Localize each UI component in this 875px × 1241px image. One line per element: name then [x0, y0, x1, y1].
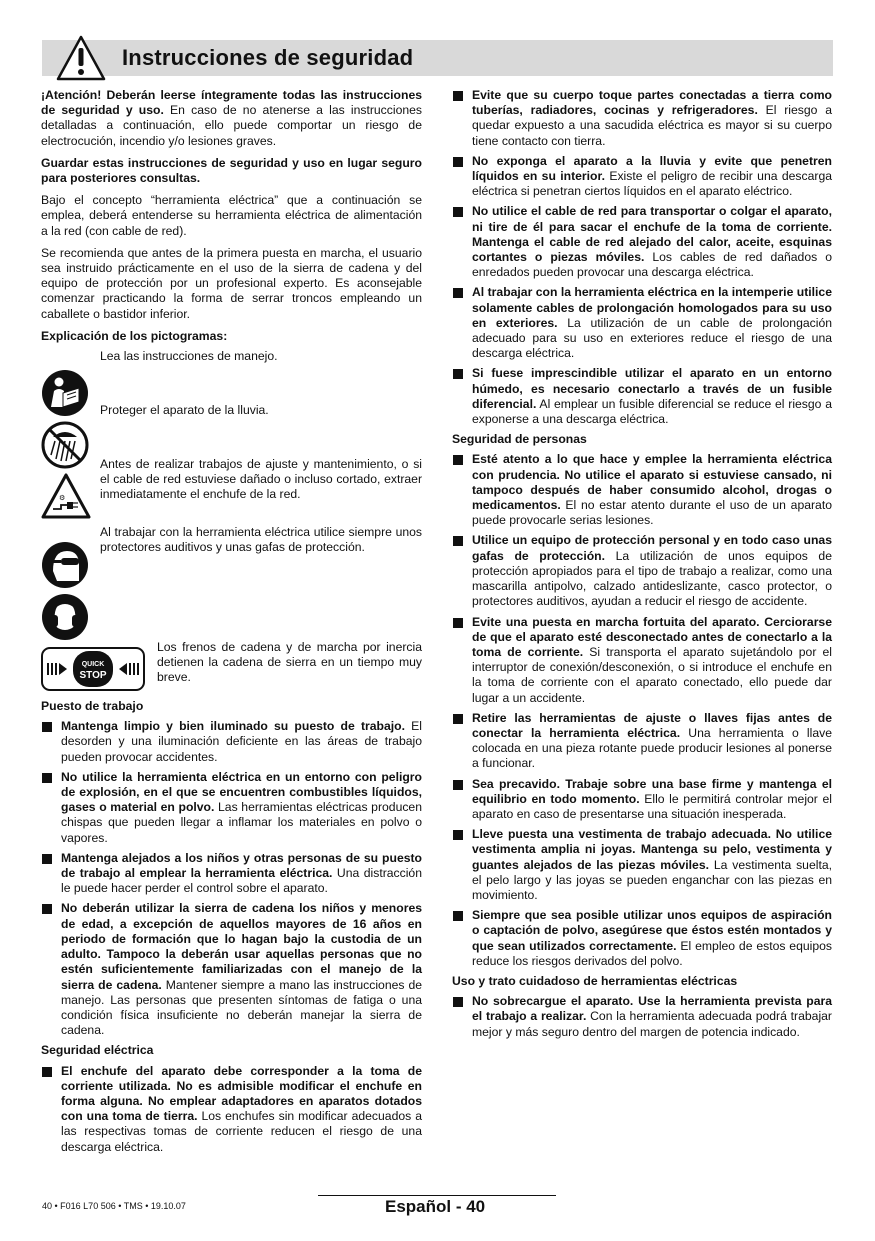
pictogram-4-text: Al trabajar con la herramienta eléctrica utilice siempre unos protectores auditivos y unas gafas de protección.	[100, 525, 422, 555]
pictogram-5-text: Los frenos de cadena y de marcha por inercia detienen la cadena de sierra en un tiempo muy breve.	[157, 640, 422, 685]
pictogram-list	[41, 349, 422, 699]
svg-text:⚙: ⚙	[59, 495, 66, 503]
electrical-safety-heading: Seguridad eléctrica	[41, 1043, 154, 1058]
tool-use-heading: Uso y trato cuidadoso de herramientas eléctricas	[452, 973, 738, 988]
footer-divider	[318, 1195, 556, 1196]
personal-item: Esté atento a lo que hace y emplee la herramienta eléctrica con prudencia. No utilice el aparato si estuviese cansado, ni tampoco después de haber consumido alcohol, drogas o medicamentos. El no estar atento durante el uso de un aparato puede provocarle serias lesiones.	[452, 452, 832, 528]
warning-triangle-icon	[56, 35, 106, 81]
pictograms-heading: Explicación de los pictogramas:	[41, 328, 228, 343]
electrical-item: No exponga el aparato a la lluvia y evite que penetren líquidos en su interior. Existe el peligro de recibir una descarga eléctrica si penetran ciertos líquidos en el aparato eléctrico.	[452, 154, 832, 200]
document-code: 40 • F016 L70 506 • TMS • 19.10.07	[42, 1201, 186, 1211]
quick-stop-bottom-label: STOP	[79, 670, 107, 682]
tool-use-item: No sobrecargue el aparato. Use la herramienta prevista para el trabajo a realizar. Con la herramienta adecuada podrá trabajar mejor y más seguro dentro del margen de potencia indicado.	[452, 994, 832, 1040]
personal-item: Evite una puesta en marcha fortuita del aparato. Cerciorarse de que el aparato esté desconectado antes de conectarlo a la toma de corriente. Si transporta el aparato sujetándolo por el interruptor de conexión/desconexión, o si introduce el enchufe en la toma de corriente con el aparato conectado, ello puede dar lugar a un accidente.	[452, 615, 832, 706]
intro-training: Se recomienda que antes de la primera puesta en marcha, el usuario sea instruido prácticamente en el uso de la sierra de cadena y del equipo de protección por un profesional experto. Es aconsejable comenzar practicando la forma de serrar troncos empleando un caballete o bastidor inferior.	[41, 245, 422, 321]
page-title: Instrucciones de seguridad	[122, 45, 414, 70]
section-header	[42, 40, 833, 76]
read-manual-icon	[41, 369, 89, 417]
workplace-item: No deberán utilizar la sierra de cadena los niños y menores de edad, a excepción de aquellos mayores de 16 años en periodo de formación que lo hagan bajo la custodia de un adulto. Tampoco la deberán usar aquellas personas que no estén suficientemente familiarizadas con el manejo de la sierra de cadena. Mantener siempre a mano las instrucciones de manejo. Las personas que presenten síntomas de fatiga o una condición física insuficiente no deberán manejar la sierra de cadena.	[41, 901, 422, 1038]
workplace-item: No utilice la herramienta eléctrica en un entorno con peligro de explosión, en el que se encuentren combustibles líquidos, gases o material en polvo. Las herramientas eléctricas producen chispas que pueden llegar a inflamar los materiales en polvo o vapores.	[41, 770, 422, 846]
pictogram-3-text: Antes de realizar trabajos de ajuste y mantenimiento, o si el cable de red estuviese dañado o incluso cortado, extraer inmediatamente el enchufe de la red.	[100, 457, 422, 502]
safety-goggles-icon	[41, 541, 89, 589]
personal-item: Sea precavido. Trabaje sobre una base firme y mantenga el equilibrio en todo momento. Ello le permitirá controlar mejor el aparato en caso de presentarse una situación inesperada.	[452, 777, 832, 823]
electrical-item: Si fuese imprescindible utilizar el aparato en un entorno húmedo, es necesario conectarlo a través de un fusible diferencial. Al emplear un fusible diferencial se reduce el riesgo a exponerse a una descarga eléctrica.	[452, 366, 832, 427]
right-column	[452, 88, 832, 1045]
pictogram-2-text: Proteger el aparato de la lluvia.	[100, 403, 269, 418]
unplug-warning-icon	[41, 473, 91, 519]
quick-stop-icon	[41, 647, 145, 691]
workplace-item: Mantenga limpio y bien iluminado su puesto de trabajo. El desorden y una iluminación deficiente en las áreas de trabajo pueden provocar accidentes.	[41, 719, 422, 765]
personal-item: Siempre que sea posible utilizar unos equipos de aspiración o captación de polvo, asegúrese que éstos estén montados y que sean utilizados correctamente. El empleo de estos equipos reduce los riesgos derivados del polvo.	[452, 908, 832, 969]
intro-definition: Bajo el concepto “herramienta eléctrica” que a continuación se emplea, deberá entenderse su herramienta eléctrica de alimentación a la red (con cable de red).	[41, 193, 422, 238]
personal-item: Utilice un equipo de protección personal y en todo caso unas gafas de protección. La utilización de unos equipos de protección apropiados para el tipo de trabajo a realizar, como una mascarilla antipolvo, calzado antideslizante, casco protector, o protectores auditivos, ayudan a reducir el riesgo de accidente.	[452, 533, 832, 609]
quick-stop-top-label: QUICK	[81, 661, 105, 669]
personal-item: Retire las herramientas de ajuste o llaves fijas antes de conectar la herramienta eléctrica. Una herramienta o llave colocada en una pieza rotante puede producir lesiones al ponerse a funcionar.	[452, 711, 832, 772]
intro-paragraph: ¡Atención! Deberán leerse íntegramente todas las instrucciones de seguridad y uso. En caso de no atenerse a las instrucciones detalladas a continuación, ello puede comportar un riesgo de electrocución, incendio y/o lesiones graves.	[41, 88, 422, 148]
personal-item: Lleve puesta una vestimenta de trabajo adecuada. No utilice vestimenta amplia ni joyas. Mantenga su pelo, vestimenta y guantes alejados de las piezas móviles. La vestimenta suelta, el pelo largo y las joyas se pueden enganchar con las piezas en movimiento.	[452, 827, 832, 903]
workplace-item: Mantenga alejados a los niños y otras personas de su puesto de trabajo al emplear la herramienta eléctrica. Una distracción le puede hacer perder el control sobre el aparato.	[41, 851, 422, 897]
electrical-item: El enchufe del aparato debe corresponder a la toma de corriente utilizada. No es admisible modificar el enchufe en forma alguna. No emplear adaptadores en aparatos dotados con una toma de tierra. Los enchufes sin modificar adecuados a las respectivas tomas de corriente reducen el riesgo de una descarga eléctrica.	[41, 1064, 422, 1155]
no-rain-icon	[41, 421, 89, 469]
workplace-heading: Puesto de trabajo	[41, 699, 144, 714]
left-column	[41, 88, 422, 1160]
electrical-item: No utilice el cable de red para transportar o colgar el aparato, ni tire de él para sacar el enchufe de la toma de corriente. Mantenga el cable de red alejado del calor, aceite, esquinas cortantes o piezas móviles. Los cables de red dañados o enredados pueden provocar una descarga eléctrica.	[452, 204, 832, 280]
pictogram-1-text: Lea las instrucciones de manejo.	[100, 349, 278, 364]
electrical-item: Evite que su cuerpo toque partes conectadas a tierra como tuberías, radiadores, cocinas y refrigeradores. El riesgo a quedar expuesto a una sacudida eléctrica es mayor si su cuerpo tiene contacto con tierra.	[452, 88, 832, 149]
page-number: Español - 40	[385, 1197, 486, 1216]
electrical-item: Al trabajar con la herramienta eléctrica en la intemperie utilice solamente cables de prolongación homologados para su uso en exteriores. La utilización de un cable de prolongación adecuado para su uso en exteriores reduce el riesgo de una descarga eléctrica.	[452, 285, 832, 361]
intro-save-instructions: Guardar estas instrucciones de seguridad y uso en lugar seguro para posteriores consultas.	[41, 155, 422, 186]
ear-protection-icon	[41, 593, 89, 641]
personal-safety-heading: Seguridad de personas	[452, 432, 587, 447]
